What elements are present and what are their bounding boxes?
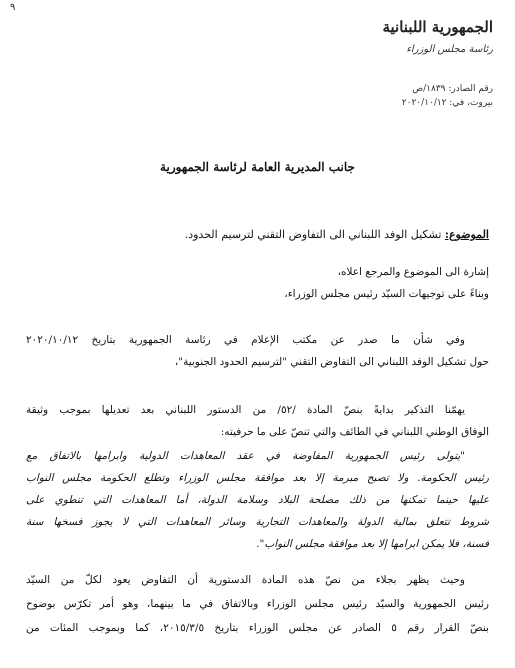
paragraph-line: الوفاق الوطني اللبناني في الطائف والتي تنصّ على ما حرفيته: [220, 426, 489, 438]
paragraph-line: وحيث يظهر بجلاء من نصّ هذه المادة الدستورية أن التفاوض يعود لكلّ من السيّد [26, 574, 465, 586]
intro-line: وبناءً على توجيهات السيّد رئيس مجلس الوزراء، [284, 288, 489, 300]
reference-number: رقم الصادر: ١٨٣٩/ص [412, 84, 493, 94]
addressee: جانب المديرية العامة لرئاسة الجمهورية [160, 160, 355, 174]
subject-text: تشكيل الوفد اللبناني الى التفاوض التقني لترسيم الحدود. [184, 228, 442, 241]
corner-mark: ٩ [10, 2, 16, 13]
quote-line: عليها حينما تمكنها من ذلك مصلحة البلاد وسلامة الدولة، أما المعاهدات التي تنطوي على [26, 494, 489, 506]
intro-line: إشارة الى الموضوع والمرجع اعلاه، [337, 266, 489, 278]
quote-line: فسنة، فلا يمكن ابرامها إلا بعد موافقة مجلس النواب". [256, 538, 489, 550]
paragraph-line: رئيس الجمهورية والسيّد رئيس مجلس الوزراء وبالاتفاق في ما بينهما، وهو أمر تكرّس بوضوح [26, 598, 489, 610]
letterhead-subtitle: رئاسة مجلس الوزراء [406, 44, 493, 55]
paragraph-line: حول تشكيل الوفد اللبناني الى التفاوض التقني "لترسيم الحدود الجنوبية"، [174, 356, 489, 368]
quote-line: "يتولى رئيس الجمهورية المفاوضة في عقد المعاهدات الدولية وابرامها بالاتفاق مع [26, 450, 465, 462]
letterhead-title: الجمهورية اللبنانية [382, 18, 493, 36]
paragraph-line: بنصّ القرار رقم ٥ الصادر عن مجلس الوزراء بتاريخ ٢٠١٥/٣/٥، كما وبموجب المئات من [26, 622, 489, 634]
paragraph-line: وفي شأن ما صدر عن مكتب الإعلام في رئاسة الجمهورية بتاريخ ٢٠٢٠/١٠/١٢ [26, 334, 465, 346]
subject-label: الموضوع: [444, 228, 489, 241]
quote-line: شروط تتعلق بمالية الدولة والمعاهدات التجارية وسائر المعاهدات التي لا يجوز فسخها سنة [26, 516, 489, 528]
subject-line [185, 228, 489, 241]
document-date: بيروت، في: ٢٠٢٠/١٠/١٢ [401, 98, 493, 108]
paragraph-line: يهمّنا التذكير بدايةً بنصّ المادة /٥٢/ من الدستور اللبناني بعد تعديلها بموجب وثيقة [26, 404, 465, 416]
quote-line: رئيس الحكومة. ولا تصبح مبرمة إلا بعد موافقة مجلس الوزراء وتطلع الحكومة مجلس النواب [26, 472, 489, 484]
